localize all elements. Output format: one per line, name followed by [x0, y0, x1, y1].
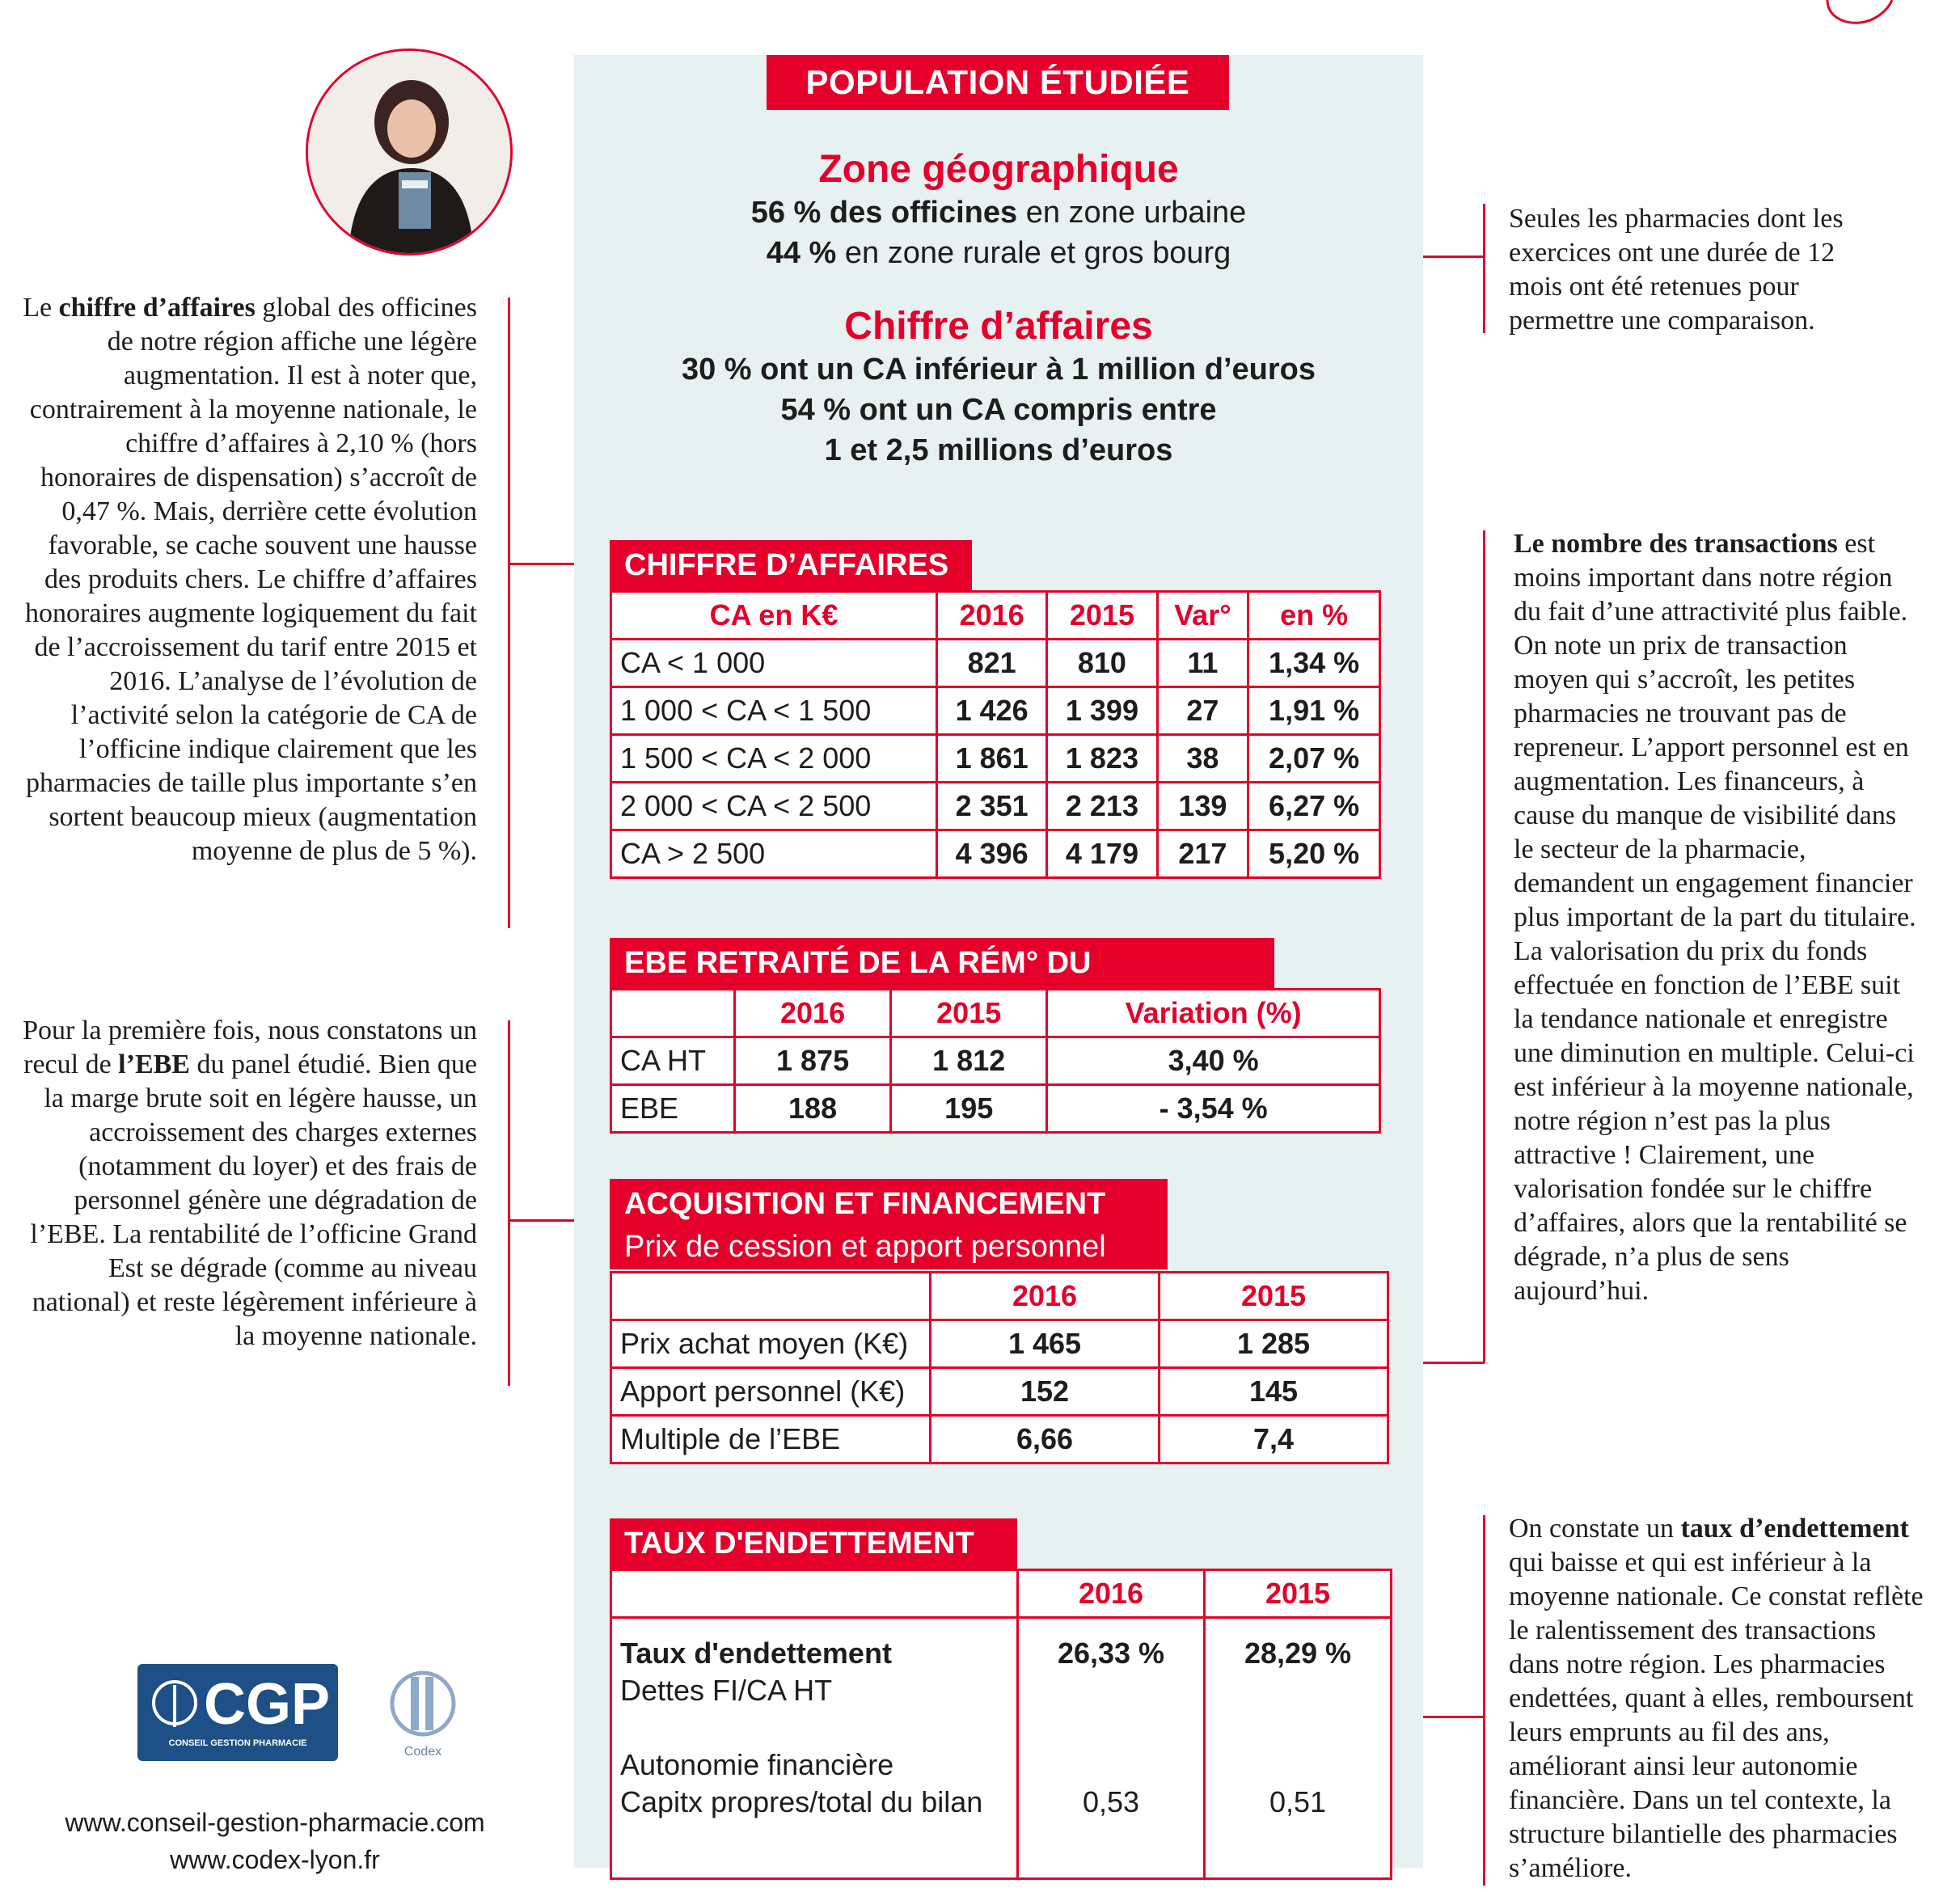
table-row	[611, 735, 1380, 783]
cell: 4 396	[937, 830, 1047, 878]
left-paragraph-ebe: Pour la première fois, nous constatons un recul de l’EBE du panel étudié. Bien que la marge brute soit en légère hausse, un accroissement des charges externes (notamment du loyer) et des frais de personnel génère une dégradation de l’EBE. La rentabilité de l’officine Grand Est se dégrade (comme au niveau national) et reste légèrement inférieure à la moyenne nationale.	[23, 1016, 477, 1351]
row-label: EBE	[611, 1085, 735, 1133]
ca-line-1: 30 % ont un CA inférieur à 1 million d’euros	[681, 353, 1316, 386]
right-paragraph-debt: On constate un taux d’endettement qui baisse et qui est inférieur à la moyenne nationale. Ce constat reflète le ralentissement des transactions dans notre région. Les pharmacies endettées, quant à elles, remboursent leurs emprunts au fil des ans, améliorant ainsi leur autonomie financière. Dans un tel contexte, la structure bilantielle des pharmacies s’améliore.	[1509, 1514, 1924, 1883]
cell: 1 285	[1160, 1320, 1388, 1368]
left-connector-1	[508, 563, 574, 565]
zone-title: Zone géographique	[818, 148, 1179, 191]
acq-table-title: ACQUISITION ET FINANCEMENT	[624, 1187, 1106, 1221]
cell: 1 465	[931, 1320, 1160, 1368]
url-codex[interactable]: www.codex-lyon.fr	[170, 1845, 380, 1874]
ebe-table-title: EBE RETRAITÉ DE LA RÉM° DU	[610, 938, 1274, 1038]
header-cell: 2015	[1205, 1570, 1392, 1618]
cell: 188	[735, 1085, 891, 1133]
left-paragraph-ca: Le chiffre d’affaires global des officines de notre région affiche une légère augmentation. Il est à noter que, contrairement à la moyenne nationale, le chiffre d’affaires à 2,10 % (hors honoraires de dispensation) s’accroît de 0,47 %. Mais, derrière cette évolution favorable, se cache souvent une hausse des produits chers. Le chiffre d’affaires honoraires augmente logiquement du fait de l’accroissement du tarif entre 2015 et 2016. L’analyse de l’évolution de l’activité selon la catégorie de CA de l’officine indique clairement que les pharmacies de taille plus importante s’en sortent beaucoup mieux (augmentation moyenne de plus de 5 %).	[23, 293, 477, 866]
left-rule-1	[508, 298, 510, 928]
cgp-logo	[137, 1664, 338, 1761]
header-cell: Variation (%)	[1047, 990, 1380, 1037]
zone-line-1: 56 % des officines en zone urbaine	[750, 196, 1247, 230]
left-connector-2	[508, 1219, 574, 1222]
right-paragraph-transactions: Le nombre des transactions est moins important dans notre région du fait d’une attractivité plus faible. On note un prix de transaction moyen qui s’accroît, les petites pharmacies ne trouvant pas de repreneur. L’apport personnel est en augmentation. Les financeurs, à cause du manque de visibilité dans le secteur de la pharmacie, demandent un engagement financier plus important de la part du titulaire. La valorisation du prix du fonds effectuée en fonction de l’EBE suit la tendance nationale et enregistre une diminution en multiple. Celui-ci est inférieur à la moyenne nationale, notre région n’est pas la plus attractive ! Clairement, une valorisation fondée sur le chiffre d’affaires, alors que la rentabilité se dégrade, n’a plus de sens aujourd’hui.	[1514, 529, 1916, 1306]
table-row	[611, 1085, 1380, 1133]
debt-table	[610, 1569, 1392, 1880]
cell: 1,91 %	[1248, 687, 1380, 735]
header-cell: 2015	[891, 990, 1047, 1037]
header-cell: 2016	[931, 1273, 1160, 1320]
right-connector-3	[1423, 1716, 1485, 1718]
cell: 1 399	[1047, 687, 1157, 735]
codex-mark-icon	[387, 1667, 459, 1748]
cell: 2 351	[937, 783, 1047, 830]
cell: 145	[1160, 1368, 1388, 1416]
table-row	[611, 783, 1380, 830]
cell: 5,20 %	[1248, 830, 1380, 878]
cell: 821	[937, 640, 1047, 687]
table-row	[611, 1368, 1388, 1416]
autonomy-label: Autonomie financière	[620, 1748, 894, 1781]
cell: 195	[891, 1085, 1047, 1133]
cell: 6,66	[931, 1416, 1160, 1463]
cell: 7,4	[1160, 1416, 1388, 1463]
table-header-row	[611, 990, 1380, 1037]
cell: 6,27 %	[1248, 783, 1380, 830]
header-cell: 2015	[1047, 592, 1157, 640]
cell: 2 213	[1047, 783, 1157, 830]
right-rule-2	[1483, 530, 1485, 1363]
row-label: 1 500 < CA < 2 000	[611, 735, 937, 783]
cell: 217	[1157, 830, 1248, 878]
cgp-logo-sub: CONSEIL GESTION PHARMACIE	[168, 1738, 307, 1748]
cell: 1 823	[1047, 735, 1157, 783]
cell: 810	[1047, 640, 1157, 687]
debt-ratio-2016: 26,33 %	[1057, 1636, 1165, 1670]
debt-2015-cell	[1205, 1618, 1392, 1879]
author-photo	[306, 49, 513, 256]
cell: 1 875	[735, 1037, 891, 1085]
cell: 4 179	[1047, 830, 1157, 878]
cell: 11	[1157, 640, 1248, 687]
cell: - 3,54 %	[1047, 1085, 1380, 1133]
corner-decoration	[1811, 0, 1908, 32]
debt-2016-cell	[1018, 1618, 1205, 1879]
debt-table-title: TAUX D'ENDETTEMENT	[610, 1518, 1017, 1569]
header-cell	[611, 990, 735, 1037]
header-cell: Var°	[1157, 592, 1248, 640]
header-cell: CA en K€	[611, 592, 937, 640]
autonomy-2015: 0,51	[1269, 1785, 1327, 1818]
cell: 27	[1157, 687, 1248, 735]
population-banner: POPULATION ÉTUDIÉE	[767, 55, 1229, 110]
cell: 152	[931, 1368, 1160, 1416]
ca-title: Chiffre d’affaires	[844, 305, 1153, 348]
acq-table-title-block	[610, 1179, 1168, 1269]
cell: 139	[1157, 783, 1248, 830]
header-cell	[611, 1273, 931, 1320]
row-label: CA HT	[611, 1037, 735, 1085]
acq-table	[610, 1271, 1389, 1464]
cell: 38	[1157, 735, 1248, 783]
row-label: Multiple de l’EBE	[611, 1416, 931, 1463]
table-row	[611, 1618, 1392, 1879]
debt-row-label	[611, 1618, 1018, 1879]
cell: 1 861	[937, 735, 1047, 783]
header-cell: en %	[1248, 592, 1380, 640]
row-label: 1 000 < CA < 1 500	[611, 687, 937, 735]
ca-line-2: 54 % ont un CA compris entre	[780, 393, 1217, 427]
right-connector-2	[1423, 1362, 1485, 1364]
right-rule-1	[1483, 204, 1485, 333]
codex-logo	[387, 1667, 459, 1764]
debt-ratio-2015: 28,29 %	[1244, 1636, 1352, 1670]
header-cell	[611, 1570, 1018, 1618]
cell: 3,40 %	[1047, 1037, 1380, 1085]
row-label: 2 000 < CA < 2 500	[611, 783, 937, 830]
acq-table-subtitle: Prix de cession et apport personnel	[624, 1230, 1106, 1264]
cell: 2,07 %	[1248, 735, 1380, 783]
row-label: Apport personnel (K€)	[611, 1368, 931, 1416]
table-header-row	[611, 1273, 1388, 1320]
ca-line-3: 1 et 2,5 millions d’euros	[824, 433, 1173, 467]
header-cell: 2015	[1160, 1273, 1388, 1320]
right-rule-3	[1483, 1515, 1485, 1886]
row-label: CA < 1 000	[611, 640, 937, 687]
person-illustration	[308, 51, 510, 253]
table-row	[611, 830, 1380, 878]
table-row	[611, 640, 1380, 687]
cgp-logo-text: CGP	[204, 1672, 331, 1737]
left-rule-2	[508, 1020, 510, 1386]
right-connector-1	[1423, 256, 1485, 258]
cell: 1,34 %	[1248, 640, 1380, 687]
table-header-row	[611, 1570, 1392, 1618]
table-row	[611, 687, 1380, 735]
right-paragraph-exercices: Seules les pharmacies dont les exercices ont une durée de 12 mois ont été retenues pour permettre une comparaison.	[1509, 204, 1844, 336]
header-cell: 2016	[937, 592, 1047, 640]
row-label: CA > 2 500	[611, 830, 937, 878]
table-row	[611, 1320, 1388, 1368]
row-label: Prix achat moyen (K€)	[611, 1320, 931, 1368]
autonomy-2016: 0,53	[1082, 1785, 1140, 1818]
cell: 1 812	[891, 1037, 1047, 1085]
url-cgp[interactable]: www.conseil-gestion-pharmacie.com	[65, 1808, 485, 1837]
ebe-table	[610, 988, 1381, 1134]
autonomy-sub: Capitx propres/total du bilan	[620, 1785, 983, 1818]
ca-table-title: CHIFFRE D’AFFAIRES	[610, 540, 972, 590]
cell: 1 426	[937, 687, 1047, 735]
table-row	[611, 1416, 1388, 1463]
codex-logo-text: Codex	[403, 1745, 442, 1759]
ca-table	[610, 590, 1381, 879]
zone-line-2: 44 % en zone rurale et gros bourg	[766, 236, 1231, 270]
header-cell: 2016	[735, 990, 891, 1037]
debt-ratio-sub: Dettes FI/CA HT	[620, 1674, 833, 1707]
table-row	[611, 1037, 1380, 1085]
header-cell: 2016	[1018, 1570, 1205, 1618]
table-header-row	[611, 592, 1380, 640]
debt-ratio-label: Taux d'endettement	[620, 1636, 892, 1670]
